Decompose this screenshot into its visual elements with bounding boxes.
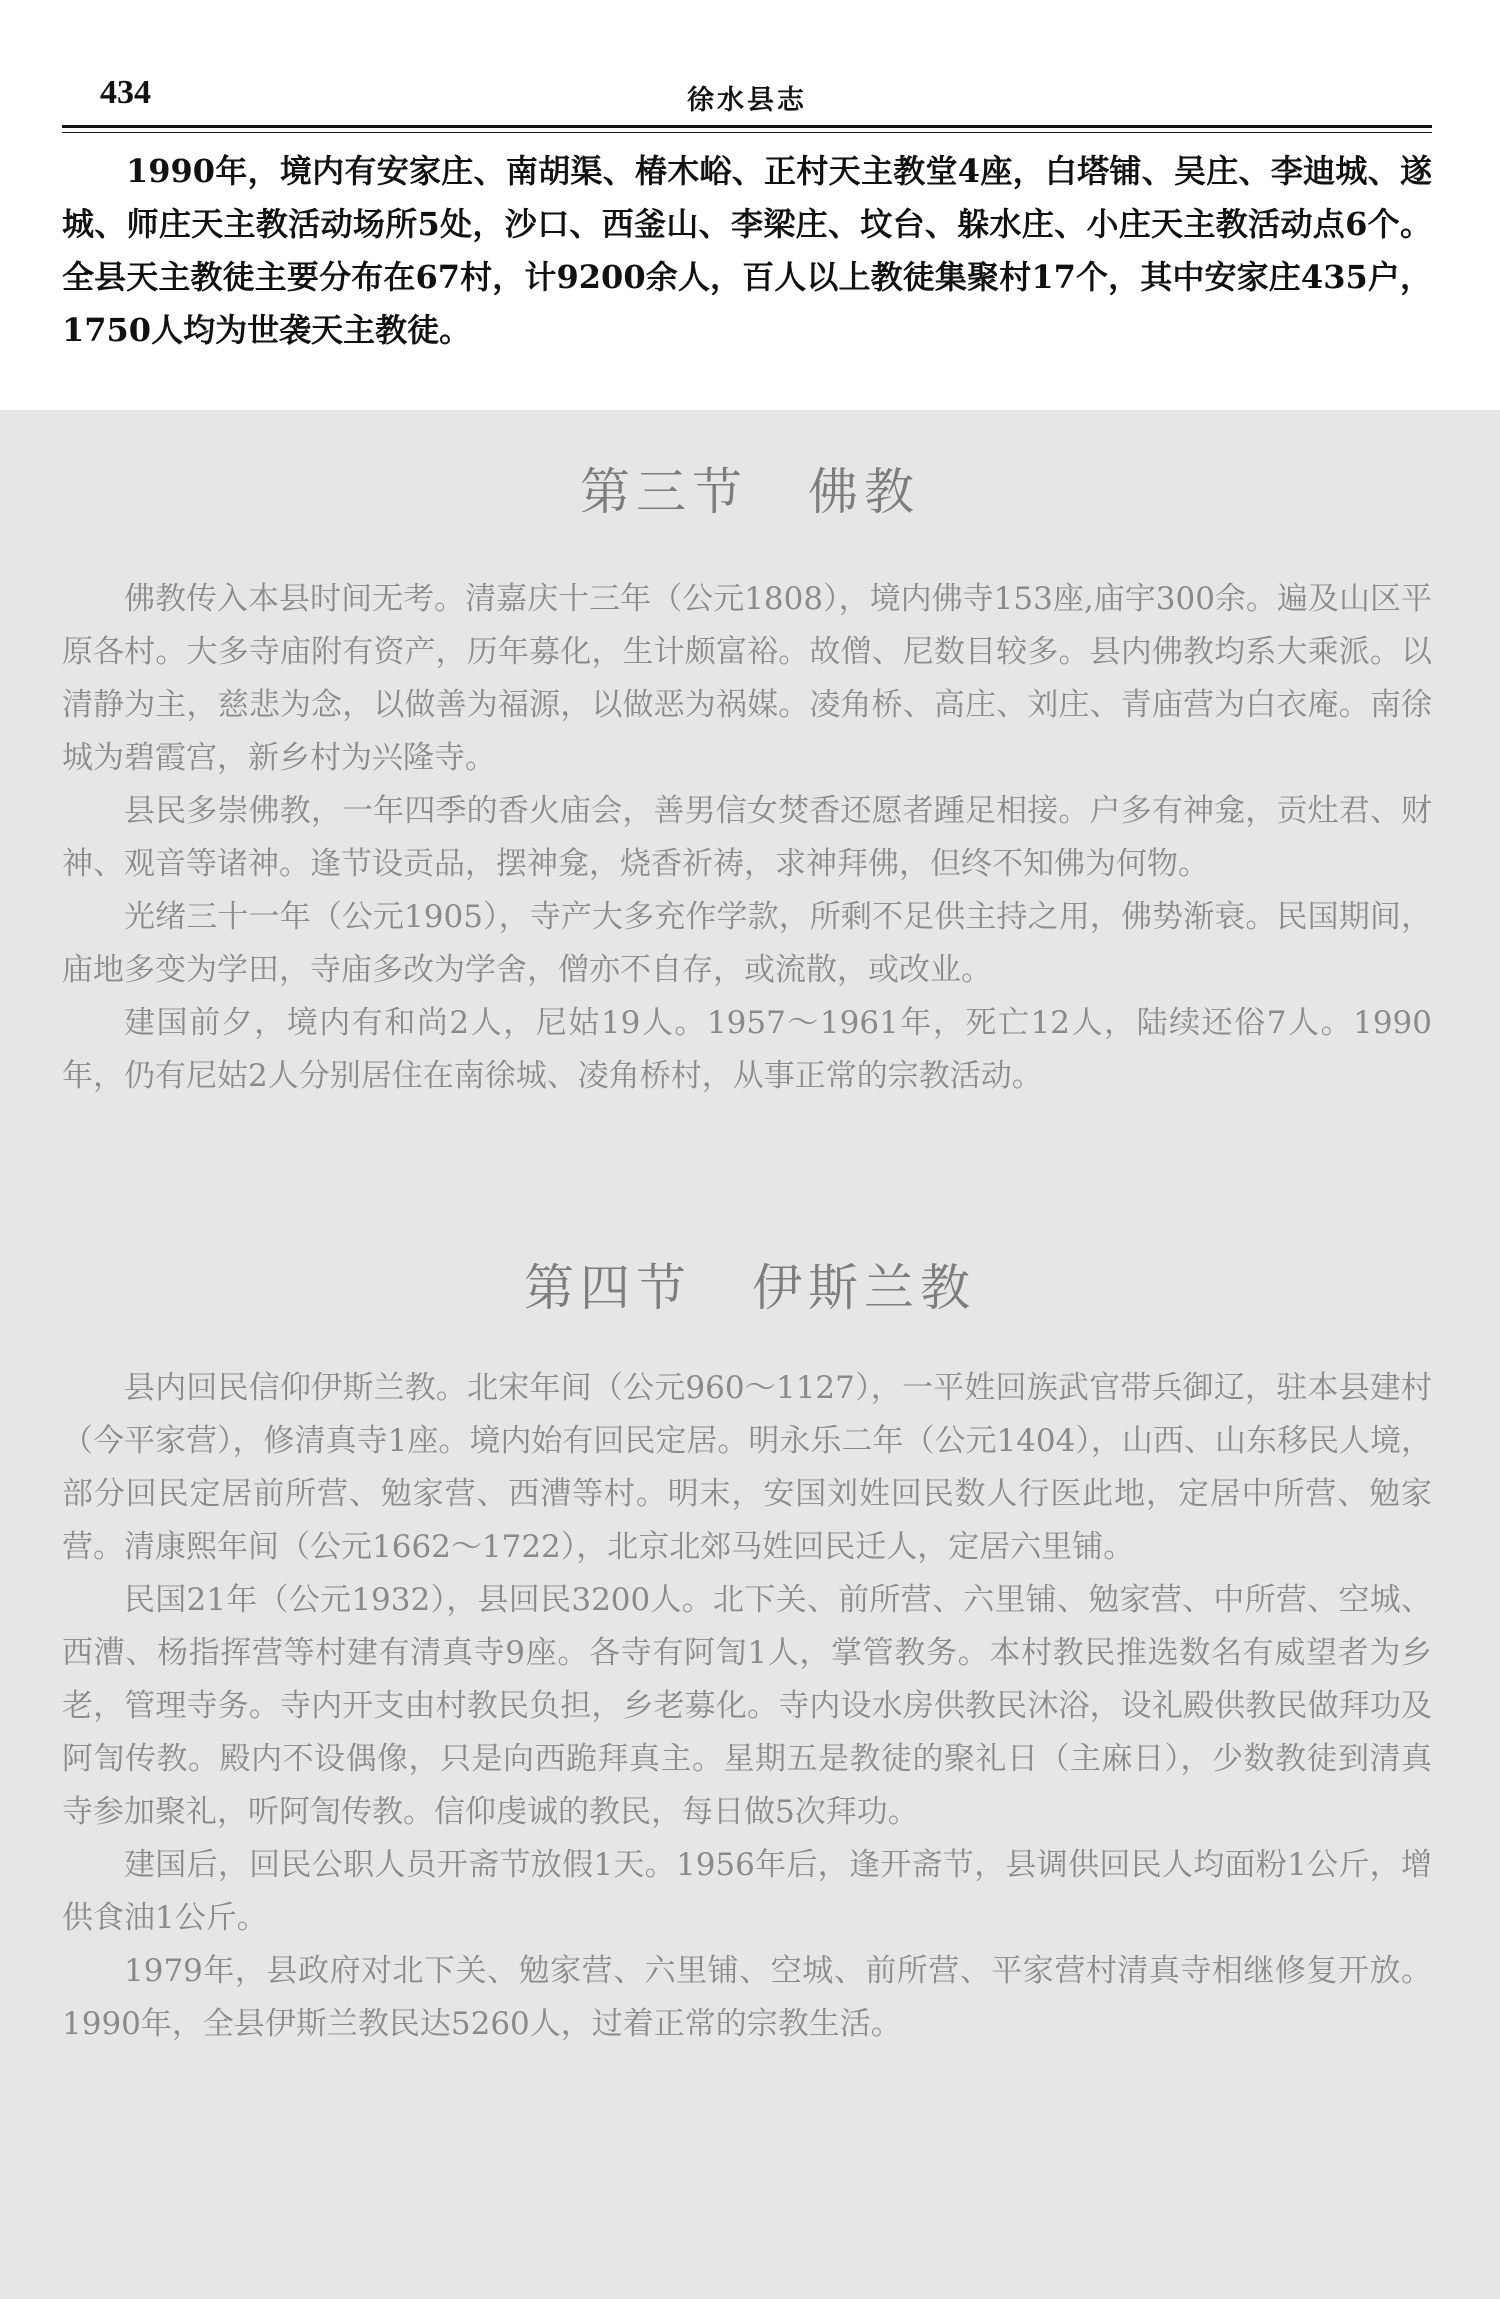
section-3-paragraph: 光绪三十一年（公元1905），寺产大多充作学款，所剩不足供主持之用，佛势渐衰。民国期间，庙地多变为学田，寺庙多改为学舍，僧亦不自存，或流散，或改业。 [62, 899, 1432, 988]
header-rule-thick [62, 125, 1432, 128]
section-3-paragraph: 佛教传入本县时间无考。清嘉庆十三年（公元1808），境内佛寺153座,庙宇300余。遍及山区平原各村。大多寺庙附有资产，历年募化，生计颇富裕。故僧、尼数目较多。县内佛教均系大乘派。以清静为主，慈悲为念，以做善为福源，以做恶为祸媒。凌角桥、高庄、刘庄、青庙营为白衣庵。南徐城为碧霞宫，新乡村为兴隆寺。 [62, 581, 1432, 776]
section-3-paragraph: 县民多崇佛教，一年四季的香火庙会，善男信女焚香还愿者踵足相接。户多有神龛，贡灶君、财神、观音等诸神。逢节设贡品，摆神龛，烧香祈祷，求神拜佛，但终不知佛为何物。 [62, 793, 1432, 882]
page-number: 434 [100, 74, 151, 111]
header-rule-thin [62, 132, 1432, 133]
catholic-paragraph: 1990年，境内有安家庄、南胡渠、椿木峪、正村天主教堂4座，白塔铺、吴庄、李迪城、遂城、师庄天主教活动场所5处，沙口、西釜山、李梁庄、坟台、躲水庄、小庄天主教活动点6个。全县天主教徒主要分布在67村，计9200余人，百人以上教徒集聚村17个，其中安家庄435户，1750人均为世袭天主教徒。 [62, 152, 1432, 349]
section-4-paragraph: 县内回民信仰伊斯兰教。北宋年间（公元960～1127），一平姓回族武官带兵御辽，驻本县建村（今平家营），修清真寺1座。境内始有回民定居。明永乐二年（公元1404），山西、山东移民人境，部分回民定居前所营、勉家营、西漕等村。明末，安国刘姓回民数人行医此地，定居中所营、勉家营。清康熙年间（公元1662～1722），北京北郊马姓回民迁人，定居六里铺。 [62, 1370, 1432, 1565]
section-4-paragraph: 民国21年（公元1932），县回民3200人。北下关、前所营、六里铺、勉家营、中所营、空城、西漕、杨指挥营等村建有清真寺9座。各寺有阿訇1人，掌管教务。本村教民推选数名有威望者为乡老，管理寺务。寺内开支由村教民负担，乡老募化。寺内设水房供教民沐浴，设礼殿供教民做拜功及阿訇传教。殿内不设偶像，只是向西跪拜真主。星期五是教徒的聚礼日（主麻日），少数教徒到清真寺参加聚礼，听阿訇传教。信仰虔诚的教民，每日做5次拜功。 [62, 1582, 1432, 1830]
section-3-title-name: 佛教 [808, 463, 920, 521]
section-3-title-number: 第三节 [580, 463, 748, 521]
section-4-title-number: 第四节 [524, 1259, 692, 1317]
section-4-title-name: 伊斯兰教 [752, 1259, 976, 1317]
page-header [62, 62, 1432, 132]
section-3-title [0, 452, 1500, 524]
section-4-title [0, 1248, 1500, 1320]
section-4-body [62, 1362, 1432, 2051]
section-3-body [62, 573, 1432, 1103]
section-3-paragraph: 建国前夕，境内有和尚2人，尼姑19人。1957～1961年，死亡12人，陆续还俗7人。1990年，仍有尼姑2人分别居住在南徐城、凌角桥村，从事正常的宗教活动。 [62, 1005, 1432, 1094]
section-4-paragraph: 建国后，回民公职人员开斋节放假1天。1956年后，逢开斋节，县调供回民人均面粉1公斤，增供食油1公斤。 [62, 1847, 1432, 1936]
section-4-paragraph: 1979年，县政府对北下关、勉家营、六里铺、空城、前所营、平家营村清真寺相继修复开放。1990年，全县伊斯兰教民达5260人，过着正常的宗教生活。 [62, 1953, 1432, 2042]
book-title: 徐水县志 [687, 85, 807, 116]
